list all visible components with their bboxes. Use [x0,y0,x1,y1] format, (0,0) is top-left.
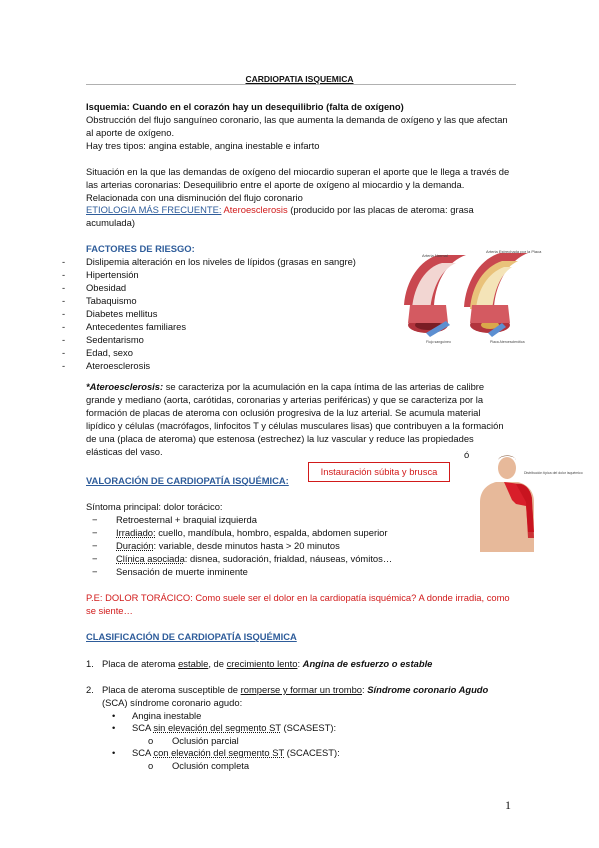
label-normal-artery: Arteria Normal [422,253,448,258]
list-item: - Edad, sexo [62,347,133,358]
intro-line-6: Relacionada con una disminución del flujo coronario [86,192,303,203]
list-item: − Retroesternal + braquial izquierda [92,514,257,525]
intro-line-3: Hay tres tipos: angina estable, angina inestable e infarto [86,140,320,151]
page-title: CARDIOPATIA ISQUEMICA [245,74,354,84]
intro-line-2: al aporte de oxígeno. [86,127,175,138]
artery-illustration [398,245,542,345]
risk-factors-heading: FACTORES DE RIESGO: [86,243,195,254]
list-item: o Oclusión completa [148,760,250,771]
athero-term: *Ateroesclerosis: [86,381,164,392]
etiology-label: ETIOLOGIA MÁS FRECUENTE: [86,204,222,215]
intro-line-1: Obstrucción del flujo sanguíneo coronario, las que aumenta la demanda de oxígeno y las que afectan [86,114,508,125]
label-plaque: Placa Ateroesclerótica [490,340,525,344]
intro-line-5: las arterias coronarias: Desequilibrio entre el aporte de oxígeno al miocardio y la demanda. [86,179,465,190]
label-blood-flow: Flujo sanguíneo [426,340,451,344]
page-number: 1 [505,798,511,812]
athero-line-2: grande y mediano (aorta, carótidas, coronarias y arterias periféricas) y que se caracteriza por la [86,394,484,405]
valoracion-heading: VALORACIÓN DE CARDIOPATÍA ISQUÉMICA: [86,475,289,486]
chest-pain-illustration [472,452,583,554]
title-divider [86,84,516,85]
symptom-list [92,513,392,578]
list-item: − Sensación de muerte inminente [92,566,248,577]
list-item: - Dislipemia alteración en los niveles de lípidos (grasas en sangre) [62,256,356,267]
list-item: • SCA con elevación del segmento ST (SCACEST): [112,747,340,758]
etiology-rest: (producido por las placas de ateroma: grasa [287,204,474,215]
list-item: − Clínica asociada: disnea, sudoración, frialdad, náuseas, vómitos… [92,553,393,564]
list-item: − Duración: variable, desde minutos hasta > 20 minutos [92,540,340,551]
list-item: - Tabaquismo [62,295,137,306]
list-item: - Antecedentes familiares [62,321,187,332]
list-item: - Hipertensión [62,269,139,280]
pain-figure-label: Distribución típica del dolor isquémico [524,471,583,475]
isquemia-definition: Isquemia: Cuando en el corazón hay un desequilibrio (falta de oxígeno) [86,101,404,112]
list-item: − Irradiado: cuello, mandíbula, hombro, espalda, abdomen superior [92,527,388,538]
etiology-value: Ateroesclerosis [223,204,288,215]
main-symptom: Síntoma principal: dolor torácico: [86,501,223,512]
label-narrowed-artery: Arteria Estrechada por la Placa [486,249,542,254]
athero-line-6: elásticas del vaso. [86,446,163,457]
class-item-2-line-2: (SCA) síndrome coronario agudo: [102,697,243,708]
list-item: - Obesidad [62,282,127,293]
box-suffix: ó [464,449,470,460]
etiology-line-2: acumulada) [86,217,135,228]
question-line-2: se siente… [86,605,133,616]
list-item: • Angina inestable [112,710,202,721]
athero-line-5: de una (placa de ateroma) que estenosa (estrechez) la luz vascular y reduce las propiedades [86,433,474,444]
intro-line-4: Situación en la que las demandas de oxígeno del miocardio superan el aporte que le llega a través de [86,166,510,177]
athero-line-4: lipídico y células (macrófagos, linfocitos T y células musculares lisas) que contribuyen a la formación [86,420,504,431]
clasificacion-heading: CLASIFICACIÓN DE CARDIOPATÍA ISQUÉMICA [86,631,297,642]
list-item: • SCA sin elevación del segmento ST (SCASEST): [112,722,337,733]
etiology-line [86,203,474,216]
list-item: - Ateroesclerosis [62,360,151,371]
athero-line-3: formación de placas de ateroma con oclusión progresiva de la luz arterial. Se acumula material [86,407,481,418]
list-item: o Oclusión parcial [148,735,239,746]
instauracion-box: Instauración súbita y brusca [308,462,450,482]
class-item-2: 2. Placa de ateroma susceptible de romperse y formar un trombo: Síndrome coronario Agudo [86,684,489,695]
risk-factors-list [62,255,356,372]
list-item: - Diabetes mellitus [62,308,158,319]
list-item: - Sedentarismo [62,334,144,345]
athero-line-1: *Ateroesclerosis: se caracteriza por la acumulación en la capa íntima de las arterias de calibre [86,381,485,392]
question-line-1: P.E: DOLOR TORÁCICO: Como suele ser el dolor en la cardiopatía isquémica? A donde irradia, como [86,592,510,603]
class-item-1: 1. Placa de ateroma estable, de crecimiento lento: Angina de esfuerzo o estable [86,658,433,669]
